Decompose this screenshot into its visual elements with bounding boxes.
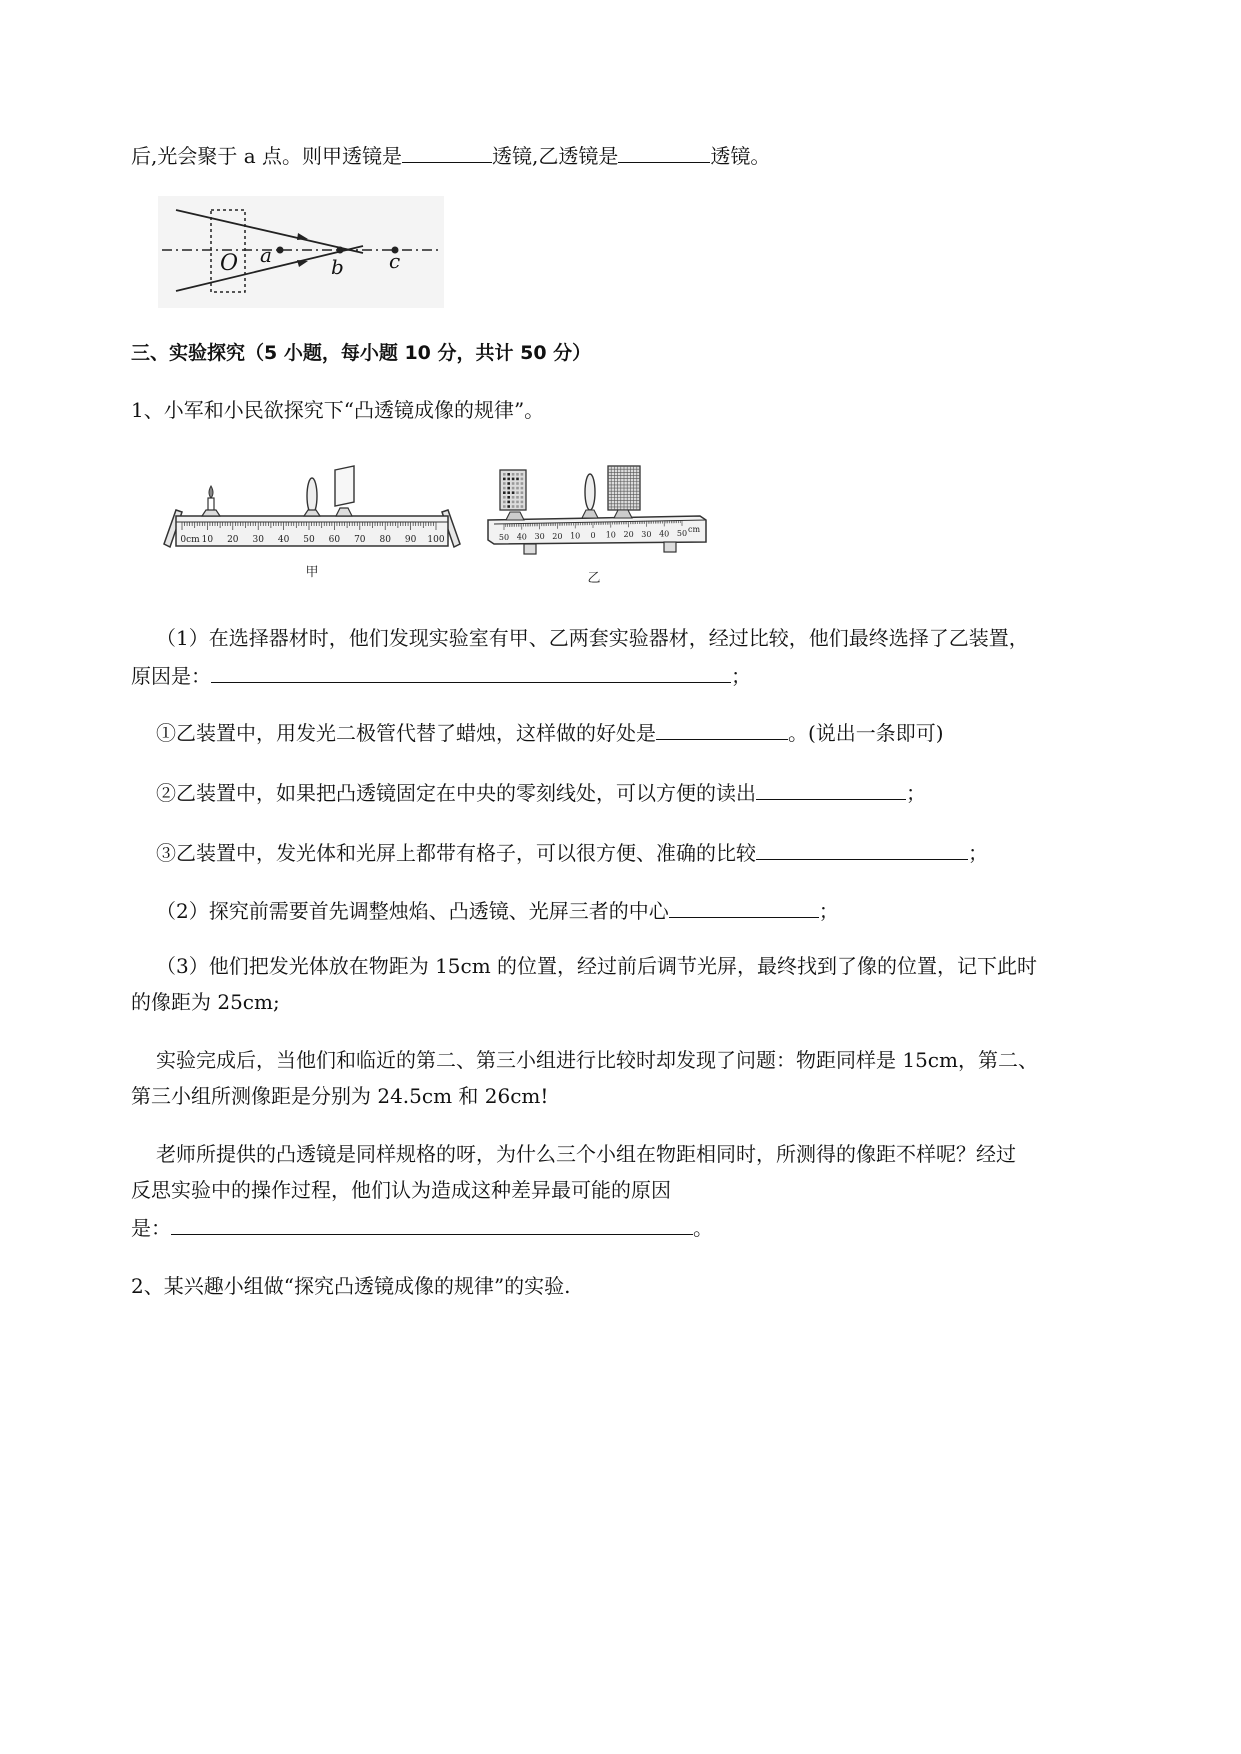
ruler-tick-label: 50 — [498, 533, 510, 542]
q1-part2-text: （2）探究前需要首先调整烛焰、凸透镜、光屏三者的中心 — [156, 899, 669, 923]
led-object-board — [500, 470, 526, 510]
led-dot — [507, 501, 510, 504]
apparatus-yi-label: 乙 — [587, 571, 601, 586]
q1-part1-end: ； — [731, 664, 751, 688]
label-a: a — [260, 243, 272, 267]
q1-part2 — [156, 895, 839, 925]
led-dot — [512, 496, 515, 499]
point-b — [337, 247, 344, 254]
answer-blank-compare[interactable] — [756, 837, 968, 860]
led-dot — [503, 478, 506, 481]
convex-lens — [585, 474, 595, 510]
lens-ray-diagram — [158, 196, 444, 308]
ruler-tick-label: 10 — [570, 531, 581, 541]
question-text-top — [131, 140, 770, 170]
ruler-tick-label: 40 — [277, 535, 290, 545]
convex-lens — [307, 478, 317, 514]
q1-sub1-end: 。(说出一条即可) — [788, 721, 944, 745]
q1-part1-label: 原因是： — [131, 664, 211, 688]
ruler-tick-label: 40 — [516, 532, 527, 542]
led-dot — [521, 491, 524, 494]
led-dot — [516, 505, 519, 508]
ruler-tick-label: 10 — [605, 530, 616, 540]
led-dot — [512, 473, 515, 476]
q1-sub1-text: ①乙装置中，用发光二极管代替了蜡烛，这样做的好处是 — [156, 721, 656, 745]
candle-holder — [202, 510, 220, 516]
led-dot — [503, 496, 506, 499]
led-dot — [516, 487, 519, 490]
q1-sub3-end: ； — [968, 841, 988, 865]
led-dot — [507, 482, 510, 485]
led-dot — [503, 482, 506, 485]
point-a — [277, 247, 284, 254]
led-dot — [503, 501, 506, 504]
led-dot — [521, 501, 524, 504]
ruler-tick-label: 50 — [676, 529, 688, 538]
q1-paragraph5-line3 — [131, 1212, 713, 1242]
ruler-tick-label: 60 — [328, 535, 341, 545]
led-dot — [507, 487, 510, 490]
label-O: O — [220, 251, 239, 276]
answer-blank-lens-yi[interactable] — [618, 140, 710, 163]
led-dot — [507, 505, 510, 508]
apparatus-jia-label: 甲 — [305, 565, 319, 580]
q1-sub2-end: ； — [906, 781, 926, 805]
q1-paragraph4-line2: 第三小组所测像距是分别为 24.5cm 和 26cm! — [131, 1084, 549, 1108]
ruler-tick-label: 0cm — [180, 535, 200, 545]
q1-sub1 — [156, 717, 944, 747]
led-dot — [516, 473, 519, 476]
led-dot — [516, 482, 519, 485]
q1-paragraph5-label: 是： — [131, 1216, 171, 1240]
q1-part3-line1: （3）他们把发光体放在物距为 15cm 的位置，经过前后调节光屏，最终找到了像的位置，记下此时 — [156, 954, 1038, 978]
q1-part2-end: ； — [818, 899, 839, 923]
led-dot — [516, 501, 519, 504]
led-dot — [503, 491, 506, 494]
ruler-tick-label: 10 — [201, 535, 214, 545]
section-heading: 三、实验探究（5 小题，每小题 10 分，共计 50 分） — [131, 342, 592, 364]
led-dot — [503, 505, 506, 508]
ruler-tick-label: 20 — [227, 535, 239, 545]
q1-paragraph5-line1: 老师所提供的凸透镜是同样规格的呀，为什么三个小组在物距相同时，所测得的像距不样呢？经过 — [156, 1142, 1016, 1166]
diagram-background — [158, 196, 444, 308]
led-dot — [512, 505, 515, 508]
bench-foot-right — [664, 542, 676, 552]
led-dot — [507, 491, 510, 494]
label-c: c — [389, 249, 401, 273]
led-dot — [503, 473, 506, 476]
led-dot — [512, 491, 515, 494]
answer-blank-cause[interactable] — [171, 1212, 693, 1235]
led-dot — [512, 501, 515, 504]
ruler-tick-label: 90 — [404, 535, 417, 545]
led-dot — [512, 482, 515, 485]
apparatus-yi-diagram — [484, 458, 716, 592]
led-dot — [516, 478, 519, 481]
led-dot — [512, 478, 515, 481]
scale-unit-label: cm — [688, 525, 701, 534]
led-dot — [516, 491, 519, 494]
q1-part3-line2: 的像距为 25cm; — [131, 990, 280, 1014]
q1-paragraph5-end: 。 — [693, 1216, 713, 1240]
q1-sub2 — [156, 777, 926, 807]
question-1-title: 1、小军和小民欲探究下“凸透镜成像的规律”。 — [131, 398, 545, 422]
q1-part1-line2 — [131, 660, 751, 690]
q1-part1-line1: （1）在选择器材时，他们发现实验室有甲、乙两套实验器材，经过比较，他们最终选择了乙装置， — [156, 626, 1029, 650]
led-dot — [507, 496, 510, 499]
q1-paragraph4-line1: 实验完成后，当他们和临近的第二、第三小组进行比较时却发现了问题：物距同样是 15cm，第二、 — [156, 1048, 1038, 1072]
led-dot — [521, 473, 524, 476]
led-dot — [521, 505, 524, 508]
light-screen — [335, 466, 354, 506]
led-dot — [521, 487, 524, 490]
bench-foot-left — [524, 544, 536, 554]
q1-sub3 — [156, 837, 988, 867]
led-dot — [521, 478, 524, 481]
q1-sub3-text: ③乙装置中，发光体和光屏上都带有格子，可以很方便、准确的比较 — [156, 841, 756, 865]
ruler-tick-label: 20 — [552, 531, 563, 541]
lens-holder — [304, 510, 320, 516]
ruler-tick-label: 0 — [590, 531, 596, 540]
q1-paragraph5-line2: 反思实验中的操作过程，他们认为造成这种差异最可能的原因 — [131, 1178, 671, 1202]
ruler-tick-label: 50 — [303, 535, 315, 545]
ruler-tick-label: 40 — [659, 529, 670, 539]
answer-blank-read[interactable] — [756, 777, 906, 800]
led-dot — [512, 487, 515, 490]
answer-blank-center[interactable] — [669, 895, 819, 918]
led-dot — [516, 496, 519, 499]
ruler-tick-label: 80 — [379, 535, 391, 545]
ruler-tick-label: 70 — [354, 535, 366, 545]
ruler-tick-label: 100 — [427, 535, 445, 545]
ruler-tick-label: 30 — [641, 529, 652, 539]
candle-flame — [209, 486, 213, 498]
ruler-tick-label: 30 — [534, 532, 545, 542]
led-dot — [521, 482, 524, 485]
answer-blank-reason[interactable] — [211, 660, 731, 683]
q1-sub2-text: ②乙装置中，如果把凸透镜固定在中央的零刻线处，可以方便的读出 — [156, 781, 756, 805]
label-b: b — [331, 255, 344, 279]
ruler-tick-label: 20 — [623, 530, 634, 540]
ruler-tick-label: 30 — [252, 535, 264, 545]
question-text-seg2: 透镜,乙透镜是 — [492, 144, 619, 168]
screen-holder — [614, 510, 632, 518]
lens-holder — [582, 510, 598, 518]
object-holder — [506, 512, 524, 520]
led-dot — [503, 487, 506, 490]
question-text-seg3: 透镜。 — [710, 144, 771, 168]
led-dot — [507, 473, 510, 476]
question-text-seg1: 后,光会聚于 a 点。则甲透镜是 — [131, 144, 402, 168]
apparatus-jia-diagram — [160, 452, 466, 592]
answer-blank-led-benefit[interactable] — [656, 717, 788, 740]
question-2-title: 2、某兴趣小组做“探究凸透镜成像的规律”的实验. — [131, 1274, 571, 1298]
led-dot — [507, 478, 510, 481]
screen-holder — [336, 508, 352, 516]
led-dot — [521, 496, 524, 499]
answer-blank-lens-jia[interactable] — [402, 140, 492, 163]
